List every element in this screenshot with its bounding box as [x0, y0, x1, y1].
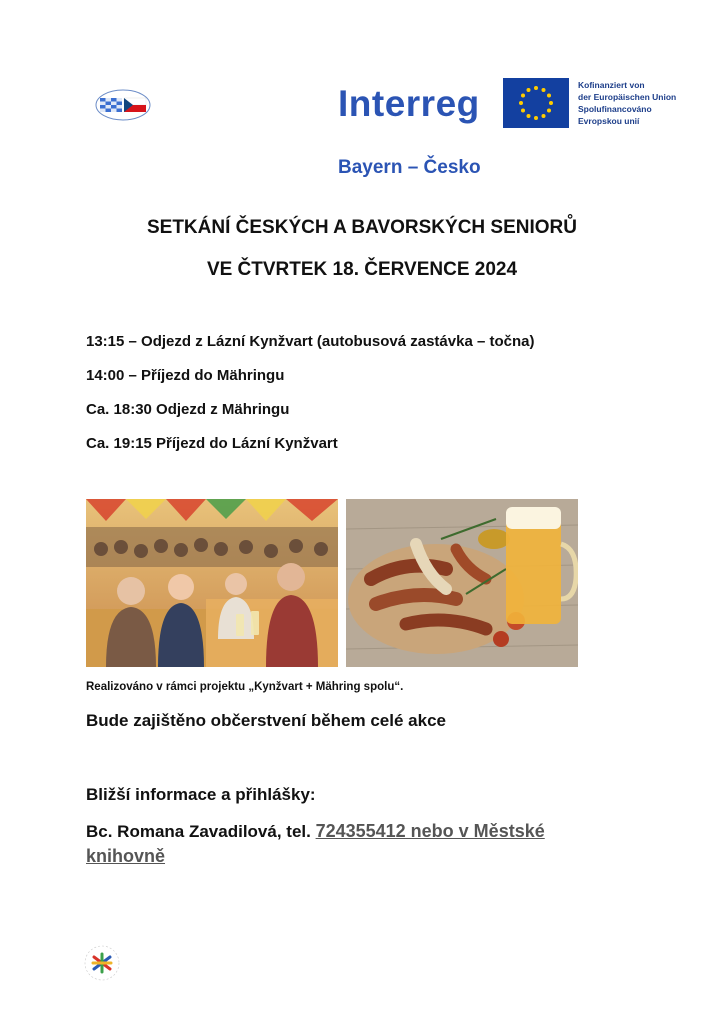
eu-cofunding-text	[578, 79, 676, 127]
schedule-item: 13:15 – Odjezd z Lázní Kynžvart (autobusová zastávka – točna)	[86, 333, 535, 350]
bavaria-czech-flag-logo	[95, 88, 151, 122]
contact-info	[86, 819, 616, 869]
sausages-beer-photo	[346, 499, 578, 667]
interreg-logo: Interreg	[338, 83, 480, 124]
refreshment-notice: Bude zajištěno občerstvení během celé akce	[86, 711, 446, 730]
event-date: VE ČTVRTEK 18. ČERVENCE 2024	[206, 259, 518, 280]
region-label: Bayern – Česko	[338, 157, 481, 178]
event-title: SETKÁNÍ ČESKÝCH A BAVORSKÝCH SENIORŮ	[146, 217, 577, 238]
schedule-item: Ca. 19:15 Příjezd do Lázní Kynžvart	[86, 435, 338, 452]
project-note: Realizováno v rámci projektu „Kynžvart + Mähring spolu“.	[86, 681, 404, 693]
info-heading: Bližší informace a přihlášky:	[86, 785, 316, 804]
eu-text-line: Kofinanziert von	[578, 80, 645, 90]
eu-text-line: der Europäischen Union	[578, 92, 677, 102]
contact-phone-link[interactable]: 724355412 nebo v Městské knihovně	[86, 821, 545, 866]
eu-text-line: Spolufinancováno	[578, 104, 652, 114]
contact-name: Bc. Romana Zavadilová, tel.	[86, 822, 316, 841]
eu-flag-icon	[503, 78, 569, 128]
beer-tent-crowd-photo	[86, 499, 338, 667]
schedule-item: Ca. 18:30 Odjezd z Mähringu	[86, 401, 290, 418]
schedule-item: 14:00 – Příjezd do Mähringu	[86, 367, 285, 384]
euregio-egrensis-logo	[82, 943, 122, 983]
eu-text-line: Evropskou unií	[578, 116, 640, 126]
